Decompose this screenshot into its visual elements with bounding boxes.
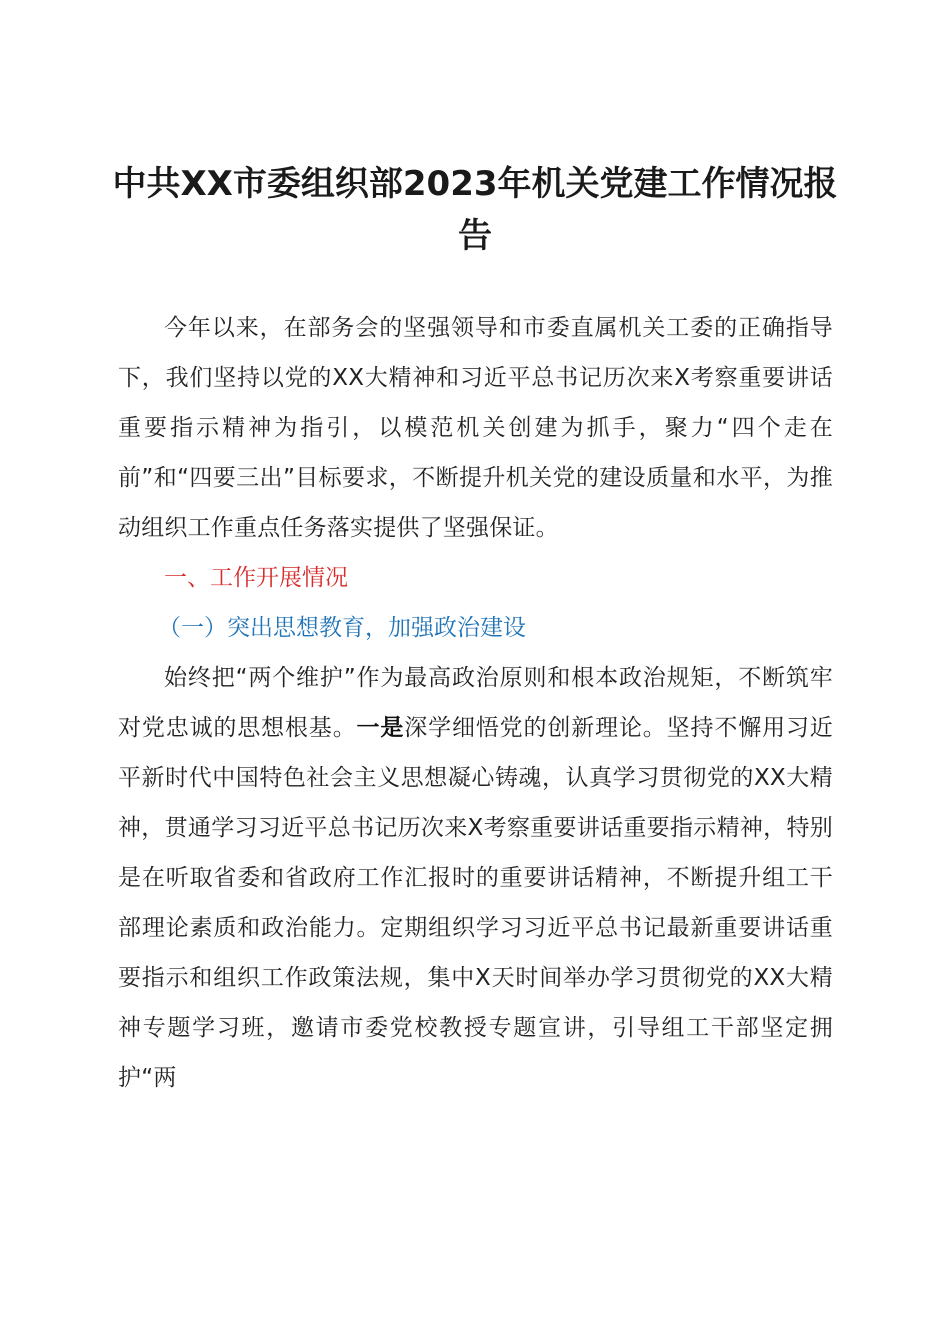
paragraph-text-rest: 深学细悟党的创新理论。坚持不懈用习近平新时代中国特色社会主义思想凝心铸魂，认真学习贯彻党的XX大精神，贯通学习习近平总书记历次来X考察重要讲话重要指示精神，特别是在听取省委和省政府工作汇报时的重要讲话精神，不断提升组工干部理论素质和政治能力。定期组织学习习近平总书记最新重要讲话重要指示和组织工作政策法规，集中X天时间举办学习贯彻党的XX大精神专题学习班，邀请市委党校教授专题宣讲，引导组工干部坚定拥护“两: [118, 715, 833, 1091]
body-paragraph: [118, 653, 833, 1103]
document-body: [118, 303, 833, 1103]
paragraph-text-lead: 始终把“两个维护”作为最高政治原则和根本政治规矩，不断筑牢对党忠诚的思想根基。: [118, 665, 833, 741]
subsection-heading: （一）突出思想教育，加强政治建设: [158, 615, 526, 641]
intro-paragraph: 今年以来，在部务会的坚强领导和市委直属机关工委的正确指导下，我们坚持以党的XX大精神和习近平总书记历次来X考察重要讲话重要指示精神为指引，以模范机关创建为抓手，聚力“四个走在前”和“四要三出”目标要求，不断提升机关党的建设质量和水平，为推动组织工作重点任务落实提供了坚强保证。: [118, 315, 833, 541]
section-heading: 一、工作开展情况: [164, 565, 348, 591]
emphasis-text: 一是: [356, 715, 405, 741]
document-title: 中共XX市委组织部2023年机关党建工作情况报告: [112, 164, 838, 256]
